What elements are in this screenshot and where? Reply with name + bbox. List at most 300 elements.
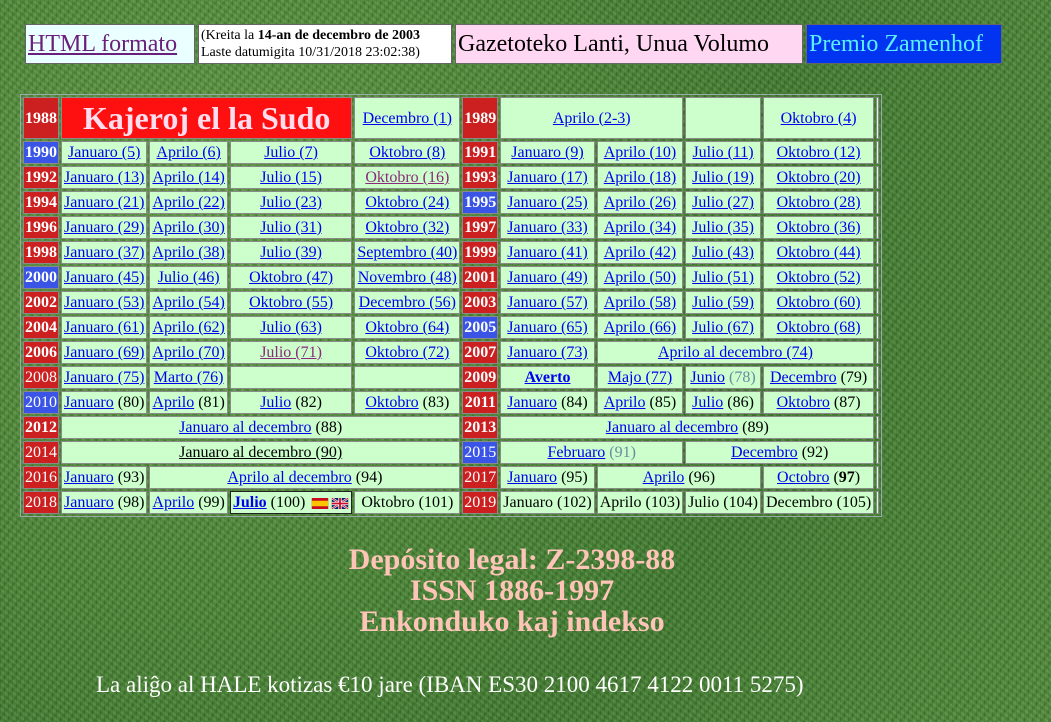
issue-link[interactable]: Oktobro (72): [365, 344, 450, 361]
year-2018: 2018: [23, 491, 59, 514]
issue-link[interactable]: Oktobro (24): [365, 194, 450, 211]
issue-link[interactable]: Januaro (25): [507, 194, 588, 211]
issue-link[interactable]: Julio (63): [260, 319, 322, 336]
issue-link[interactable]: Januaro: [64, 394, 114, 411]
issue-cell: [763, 216, 874, 239]
gazetoteko-cell: [455, 24, 803, 64]
issue-link[interactable]: Julio (15): [260, 169, 322, 186]
issue-link[interactable]: Julio (19): [692, 169, 754, 186]
issue-cell: [597, 341, 875, 364]
issue-number-post: ): [854, 469, 861, 486]
issue-number: (91): [605, 444, 636, 461]
issue-link[interactable]: Oktobro: [776, 394, 830, 411]
issue-cell: [763, 466, 874, 489]
issue-cell: [61, 291, 147, 314]
issue-cell: [500, 341, 594, 364]
footer: [0, 544, 1024, 637]
issue-link[interactable]: Aprilo (50): [603, 269, 677, 286]
issue-link[interactable]: Julio (59): [692, 294, 754, 311]
issue-link[interactable]: Aprilo (30): [152, 219, 225, 236]
issue-cell: [354, 341, 460, 364]
issue-link[interactable]: Januaro (69): [64, 344, 145, 361]
year-2000: 2000: [23, 266, 59, 289]
issue-cell: [500, 166, 594, 189]
issn: ISSN 1886-1997: [409, 574, 615, 607]
issue-cell: [597, 241, 683, 264]
issue-link[interactable]: Junio: [690, 369, 726, 386]
issue-cell: [685, 491, 761, 514]
edge-cell: [876, 441, 879, 464]
issue-link[interactable]: Aprilo (10): [603, 144, 677, 161]
issue-cell: [149, 166, 227, 189]
issue-cell: [500, 191, 594, 214]
year-1995: 1995: [462, 191, 498, 214]
year-2004: 2004: [23, 316, 59, 339]
issue-link[interactable]: Julio (46): [157, 269, 220, 286]
issue-cell: [149, 291, 227, 314]
issue-text: Oktobro (101): [361, 494, 454, 511]
issue-cell: [149, 191, 227, 214]
issue-link[interactable]: Aprilo (54): [152, 294, 225, 311]
year-2003: 2003: [462, 291, 498, 314]
issue-cell: [149, 266, 227, 289]
issue-cell: [354, 266, 460, 289]
edge-cell: [876, 291, 879, 314]
issue-link[interactable]: Decembro (1): [362, 109, 452, 127]
issue-number-pre: (: [829, 469, 839, 486]
created-date: 14-an de decembro de 2003: [257, 28, 421, 43]
issue-cell: [500, 141, 594, 164]
year-1992: 1992: [23, 166, 59, 189]
issue-cell: [500, 366, 594, 389]
issue-link[interactable]: Aprilo (2-3): [552, 109, 631, 127]
issue-cell: [61, 391, 147, 414]
year-1997: 1997: [462, 216, 498, 239]
issue-cell: [763, 316, 874, 339]
created-prefix: (Kreita la: [201, 28, 258, 43]
issue-cell: [763, 191, 874, 214]
issue-text: Januaro (102): [503, 494, 592, 511]
issue-number: (87): [829, 394, 861, 411]
issue-cell: [230, 141, 352, 164]
issue-number: (86): [723, 394, 754, 411]
year-2011: 2011: [462, 391, 498, 414]
issue-link[interactable]: Oktobro (64): [365, 319, 450, 336]
issue-link[interactable]: Oktobro (12): [776, 144, 861, 161]
edge-cell: [876, 416, 879, 439]
issue-cell: [61, 441, 460, 464]
issue-cell: [354, 216, 460, 239]
issue-cell: [685, 266, 761, 289]
year-2014: 2014: [23, 441, 59, 464]
issue-link[interactable]: Septembro (40): [357, 244, 458, 261]
dates-cell: [198, 24, 452, 64]
premio-zamenhof-link[interactable]: Premio Zamenhof: [809, 30, 983, 57]
edge-cell: [876, 266, 879, 289]
issue-number: (95): [557, 469, 588, 486]
issue-cell: [149, 141, 227, 164]
issue-link[interactable]: Januaro (5): [68, 144, 141, 161]
issue-cell: [230, 316, 352, 339]
issue-link[interactable]: Januaro al decembro (90): [179, 444, 343, 461]
issue-cell: [354, 391, 460, 414]
issue-number: (83): [418, 394, 450, 411]
issue-number: (96): [684, 469, 716, 486]
issue-number: (100): [266, 494, 310, 511]
issue-cell: [149, 391, 227, 414]
year-2017: 2017: [462, 466, 498, 489]
issue-link[interactable]: Januaro al decembro: [605, 419, 739, 436]
issue-link[interactable]: Julio (35): [692, 219, 754, 236]
issue-link[interactable]: Januaro: [507, 394, 558, 411]
year-2009: 2009: [462, 366, 498, 389]
edge-cell: [876, 466, 879, 489]
issue-link[interactable]: Julio: [260, 394, 292, 411]
issue-cell: [685, 441, 874, 464]
issue-link[interactable]: Januaro (33): [507, 219, 588, 236]
issue-cell: [61, 141, 147, 164]
issue-link[interactable]: Novembro (48): [357, 269, 457, 286]
year-1988: 1988: [23, 97, 59, 139]
issue-link[interactable]: Oktobro: [365, 394, 419, 411]
issue-link[interactable]: Julio: [692, 394, 724, 411]
issue-cell: [597, 316, 683, 339]
issues-table: [20, 94, 882, 517]
issue-link[interactable]: Januaro (37): [64, 244, 145, 261]
issue-link[interactable]: Aprilo: [152, 494, 195, 511]
issue-link[interactable]: Aprilo: [642, 469, 685, 486]
issue-link[interactable]: Octobro: [777, 469, 830, 486]
issue-cell: [500, 266, 594, 289]
year-2012: 2012: [23, 416, 59, 439]
edge-cell: [876, 97, 879, 139]
edge-cell: [876, 366, 879, 389]
issue-link[interactable]: Oktobro (52): [776, 269, 861, 286]
year-1998: 1998: [23, 241, 59, 264]
issue-link[interactable]: Decembro: [769, 369, 837, 386]
issue-cell: [597, 191, 683, 214]
issue-cell: [500, 241, 594, 264]
issue-cell: [500, 441, 683, 464]
issue-cell: [763, 97, 874, 139]
issue-cell: [500, 391, 594, 414]
year-2006: 2006: [23, 341, 59, 364]
issue-link[interactable]: Julio (39): [260, 244, 322, 261]
issue-link[interactable]: Oktobro (47): [249, 269, 334, 286]
issue-cell: [500, 216, 594, 239]
issue-number: (88): [311, 419, 343, 436]
empty-cell: [685, 97, 761, 139]
issue-link[interactable]: Januaro (41): [507, 244, 588, 261]
issue-link[interactable]: Januaro (21): [64, 194, 145, 211]
issue-link[interactable]: Januaro (61): [64, 319, 145, 336]
issue-link[interactable]: Februaro: [547, 444, 606, 461]
empty-cell: [354, 366, 460, 389]
issue-link[interactable]: Januaro al decembro: [179, 419, 312, 436]
issue-number: (78): [725, 369, 756, 386]
issue-cell: [685, 241, 761, 264]
issue-link[interactable]: Julio (67): [692, 319, 754, 336]
issue-cell: [354, 491, 460, 514]
issue-link[interactable]: Aprilo (14): [152, 169, 225, 186]
page-title: Kajeroj el la Sudo: [61, 97, 352, 139]
issue-cell: [230, 391, 352, 414]
last-updated: Laste datumigita 10/31/2018 23:02:38): [201, 45, 420, 60]
issue-cell: [230, 191, 352, 214]
issue-cell: [149, 216, 227, 239]
issue-cell: [763, 391, 874, 414]
issue-link[interactable]: Aprilo al decembro (74): [657, 344, 813, 361]
year-1991: 1991: [462, 141, 498, 164]
issue-cell: [149, 466, 460, 489]
edge-cell: [876, 166, 879, 189]
issue-cell: [763, 241, 874, 264]
edge-cell: [876, 241, 879, 264]
gazetoteko-title: Gazetoteko Lanti, Unua Volumo: [458, 30, 770, 57]
issue-number: (98): [113, 494, 145, 511]
issue-link[interactable]: Julio (7): [264, 144, 318, 161]
issue-number: (82): [291, 394, 322, 411]
issue-link[interactable]: Aprilo (66): [603, 319, 677, 336]
issue-link[interactable]: Oktobro (68): [776, 319, 861, 336]
issue-cell: [500, 416, 874, 439]
year-2019: 2019: [462, 491, 498, 514]
issue-cell: [597, 291, 683, 314]
spain-flag-icon[interactable]: [311, 498, 329, 509]
edge-cell: [876, 391, 879, 414]
issue-number: (79): [836, 369, 868, 386]
year-1996: 1996: [23, 216, 59, 239]
issue-cell: [763, 366, 874, 389]
issue-link[interactable]: Decembro (56): [358, 294, 456, 311]
issue-number: (84): [557, 394, 588, 411]
issue-number: (80): [113, 394, 145, 411]
year-1999: 1999: [462, 241, 498, 264]
issue-cell: [61, 216, 147, 239]
issue-cell: [685, 141, 761, 164]
year-1994: 1994: [23, 191, 59, 214]
issue-link[interactable]: Januaro (29): [64, 219, 145, 236]
issue-link[interactable]: Marto (76): [153, 369, 224, 386]
issue-cell: [685, 316, 761, 339]
issue-number: (89): [738, 419, 769, 436]
issue-cell: [230, 166, 352, 189]
issue-cell: [149, 316, 227, 339]
issue-link[interactable]: Januaro (75): [64, 369, 145, 386]
edge-cell: [876, 341, 879, 364]
year-2008: 2008: [23, 366, 59, 389]
issue-link[interactable]: Januaro (53): [64, 294, 145, 311]
year-1993: 1993: [462, 166, 498, 189]
issue-cell: [500, 316, 594, 339]
issue-cell: [61, 491, 147, 514]
issue-cell: [354, 141, 460, 164]
issue-link[interactable]: Oktobro (16): [365, 169, 450, 186]
issue-link[interactable]: Oktobro (44): [776, 244, 861, 261]
issue-link[interactable]: Majo (77): [607, 369, 673, 386]
iban-note: La aliĝo al HALE kotizas €10 jare (IBAN ES30 2100 4617 4122 0011 5275): [96, 672, 804, 697]
issue-link[interactable]: Aprilo (70): [152, 344, 225, 361]
issue-cell: [61, 316, 147, 339]
issue-link[interactable]: Julio (27): [692, 194, 754, 211]
year-2016: 2016: [23, 466, 59, 489]
issue-number: (94): [351, 469, 383, 486]
issue-link[interactable]: Aprilo (58): [603, 294, 677, 311]
issue-number: (99): [194, 494, 225, 511]
issue-link[interactable]: Aprilo: [152, 394, 195, 411]
issue-link[interactable]: Oktobro (20): [776, 169, 861, 186]
issue-cell: [685, 291, 761, 314]
empty-cell: [230, 366, 352, 389]
issue-number: (93): [113, 469, 145, 486]
issue-cell: [61, 266, 147, 289]
issue-cell: [763, 491, 874, 514]
issue-cell: [149, 491, 227, 514]
issue-link[interactable]: Aprilo (26): [603, 194, 677, 211]
header-table: [22, 21, 1005, 67]
issue-cell: [354, 97, 460, 139]
issue-cell: [61, 341, 147, 364]
issue-cell: [685, 366, 761, 389]
issue-cell: [500, 466, 594, 489]
issue-link[interactable]: Oktobro (8): [369, 144, 446, 161]
issue-link[interactable]: Julio (31): [260, 219, 322, 236]
issue-cell: [61, 166, 147, 189]
issue-cell: [149, 241, 227, 264]
issue-cell: [61, 366, 147, 389]
issue-cell: [685, 191, 761, 214]
issue-link[interactable]: Januaro (9): [511, 144, 584, 161]
issue-link[interactable]: Aprilo (34): [603, 219, 677, 236]
issue-cell: [597, 266, 683, 289]
issue-cell: [149, 341, 227, 364]
issue-cell: [500, 97, 683, 139]
year-2002: 2002: [23, 291, 59, 314]
issue-link[interactable]: Januaro (73): [507, 344, 588, 361]
issue-cell: [763, 266, 874, 289]
issue-cell: [354, 191, 460, 214]
issue-link[interactable]: Januaro (49): [507, 269, 588, 286]
issue-link[interactable]: Julio (11): [692, 144, 754, 161]
issue-link[interactable]: Julio (51): [692, 269, 754, 286]
issue-link[interactable]: Januaro (65): [507, 319, 588, 336]
edge-cell: [876, 316, 879, 339]
issue-cell: [500, 491, 594, 514]
edge-cell: [876, 216, 879, 239]
issue-cell: [354, 291, 460, 314]
issue-number: 97: [838, 469, 855, 486]
issue-cell: [597, 216, 683, 239]
issue-link[interactable]: Oktobro (36): [776, 219, 861, 236]
issue-cell: [61, 416, 460, 439]
issue-cell: [230, 216, 352, 239]
issue-cell: [685, 391, 761, 414]
year-2013: 2013: [462, 416, 498, 439]
year-2001: 2001: [462, 266, 498, 289]
year-1990: 1990: [23, 141, 59, 164]
year-1989: 1989: [462, 97, 498, 139]
issue-link[interactable]: Januaro: [507, 469, 558, 486]
issue-cell: [597, 391, 683, 414]
edge-cell: [876, 141, 879, 164]
issue-cell: [597, 141, 683, 164]
uk-flag-icon[interactable]: [331, 498, 349, 509]
year-2010: 2010: [23, 391, 59, 414]
issue-link[interactable]: Julio: [232, 494, 267, 511]
issue-cell: [230, 241, 352, 264]
issue-cell: [597, 366, 683, 389]
issue-link[interactable]: Decembro: [731, 444, 798, 461]
averto-link[interactable]: Averto: [524, 369, 571, 386]
issue-cell: [354, 316, 460, 339]
issue-cell: [597, 466, 761, 489]
issue-number: (81): [194, 394, 225, 411]
issue-cell: [597, 491, 683, 514]
premio-cell: [806, 24, 1002, 64]
edge-cell: [876, 191, 879, 214]
issue-link[interactable]: Julio (71): [260, 344, 322, 361]
issue-link[interactable]: Januaro (57): [507, 294, 588, 311]
issue-cell: [230, 291, 352, 314]
issue-cell: [763, 141, 874, 164]
year-2005: 2005: [462, 316, 498, 339]
issue-text: Julio (104): [688, 494, 758, 511]
issue-cell: [354, 241, 460, 264]
issue-link[interactable]: Aprilo (62): [152, 319, 225, 336]
issue-cell: [230, 491, 352, 514]
issue-link[interactable]: Julio (23): [260, 194, 322, 211]
issue-link[interactable]: Aprilo: [603, 394, 646, 411]
issue-link[interactable]: Januaro: [64, 469, 114, 486]
issue-cell: [230, 266, 352, 289]
issue-text: Aprilo (103): [599, 494, 681, 511]
issue-link[interactable]: Oktobro (60): [776, 294, 861, 311]
issue-cell: [597, 166, 683, 189]
issue-cell: [61, 466, 147, 489]
enkonduko-kaj-indekso: Enkonduko kaj indekso: [359, 605, 665, 638]
html-format-link[interactable]: HTML formato: [28, 30, 178, 57]
issue-cell: [685, 216, 761, 239]
issue-link[interactable]: Aprilo (22): [152, 194, 225, 211]
issue-link[interactable]: Januaro (45): [64, 269, 145, 286]
issue-cell: [500, 291, 594, 314]
year-2015: 2015: [462, 441, 498, 464]
issue-link[interactable]: Oktobro (55): [249, 294, 334, 311]
deposito-legal: Depósito legal: Z-2398-88: [348, 543, 676, 576]
issue-number: (85): [645, 394, 677, 411]
issue-link[interactable]: Aprilo (38): [152, 244, 225, 261]
edge-cell: [876, 491, 879, 514]
issue-cell: [763, 291, 874, 314]
issue-cell: [230, 341, 352, 364]
year-2007: 2007: [462, 341, 498, 364]
issue-link[interactable]: Januaro: [64, 494, 114, 511]
html-format-cell: [25, 24, 195, 64]
issue-link[interactable]: Oktobro (28): [776, 194, 861, 211]
issue-link[interactable]: Aprilo (42): [603, 244, 677, 261]
issue-link[interactable]: Januaro (13): [64, 169, 145, 186]
issue-link[interactable]: Aprilo al decembro: [227, 469, 352, 486]
issue-link[interactable]: Aprilo (18): [603, 169, 677, 186]
issue-text: Decembro (105): [765, 494, 872, 511]
issue-cell: [685, 166, 761, 189]
issue-link[interactable]: Januaro (17): [507, 169, 588, 186]
issue-cell: [763, 166, 874, 189]
issue-link[interactable]: Oktobro (4): [780, 109, 857, 127]
issue-link[interactable]: Oktobro (32): [365, 219, 450, 236]
issue-link[interactable]: Julio (43): [692, 244, 754, 261]
issue-link[interactable]: Aprilo (6): [156, 144, 221, 161]
